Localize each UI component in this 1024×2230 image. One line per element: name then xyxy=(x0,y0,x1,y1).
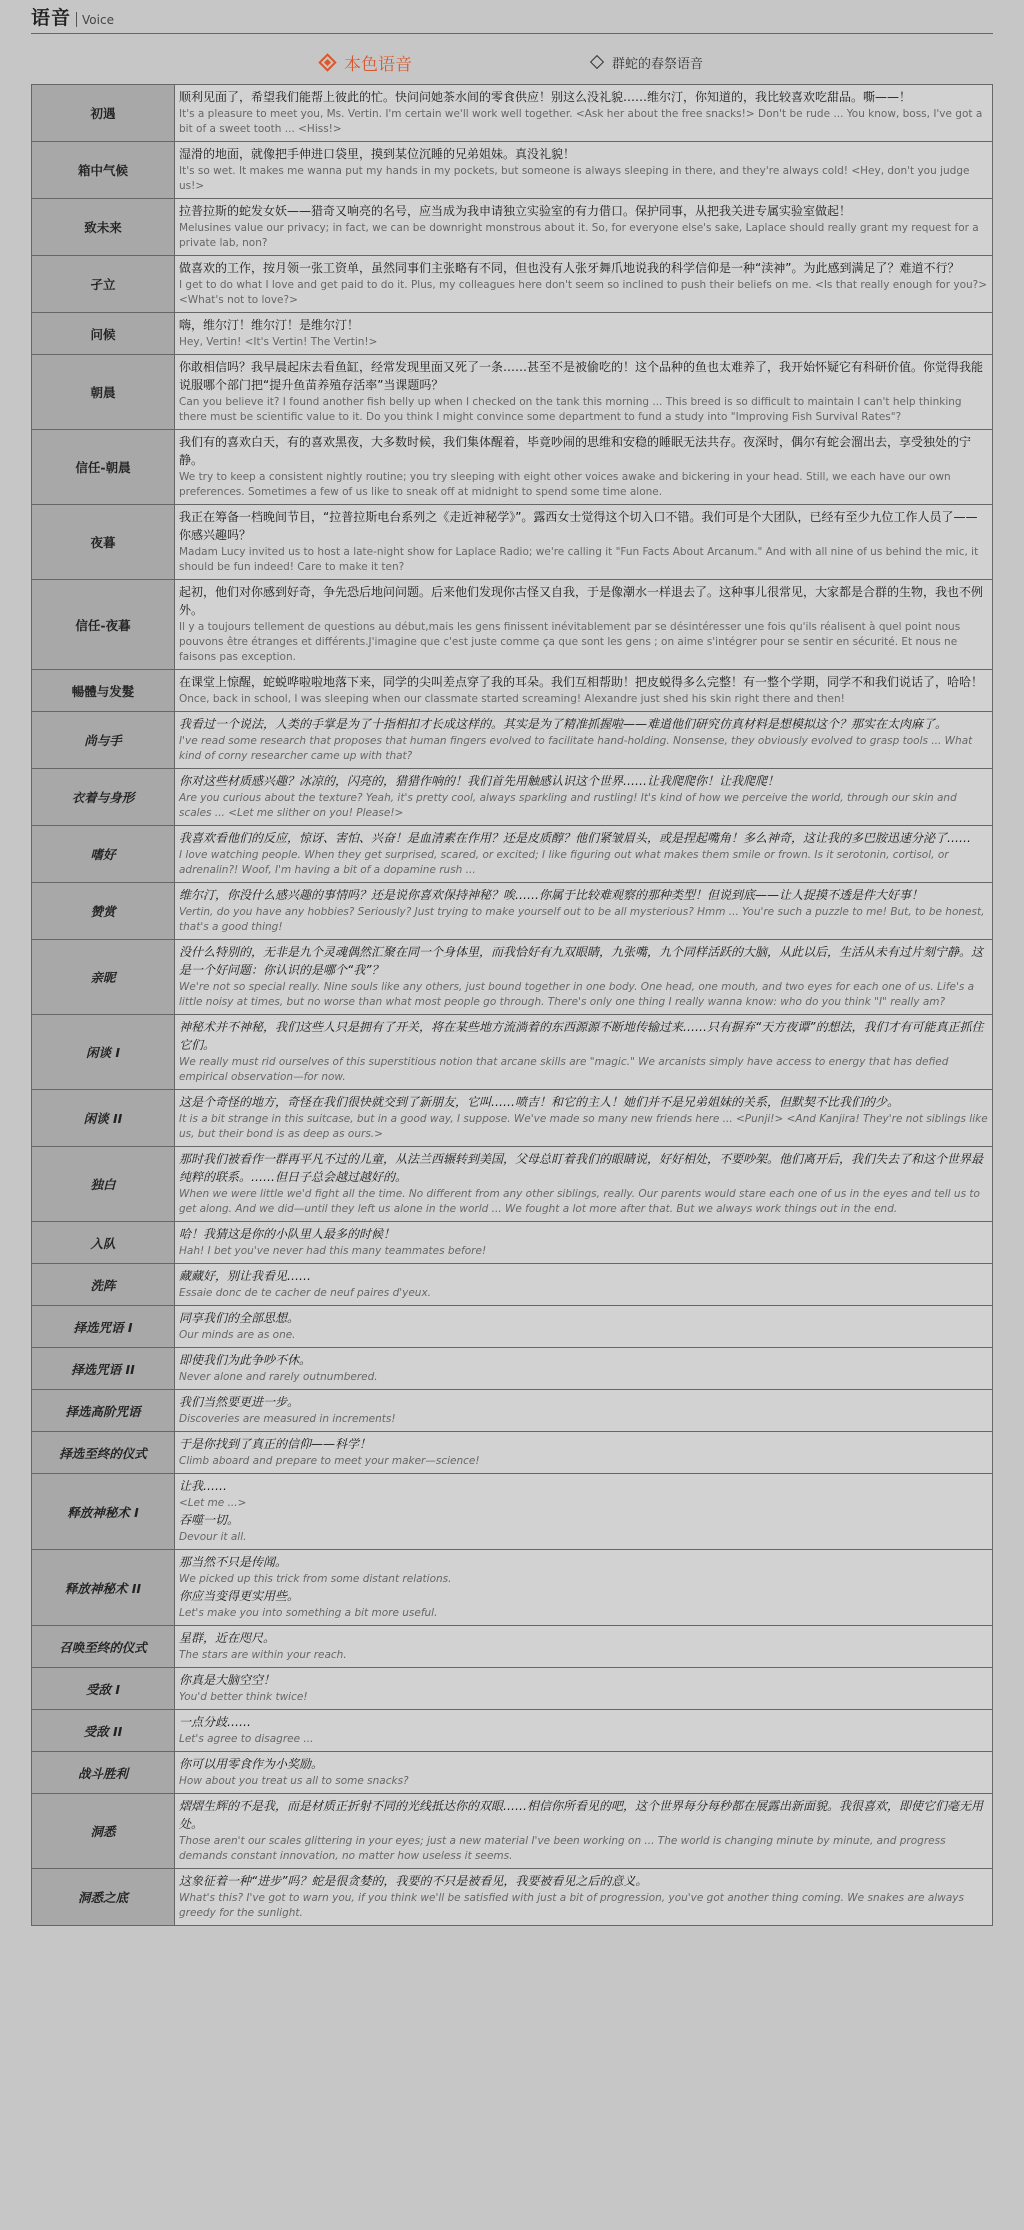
voice-line-name: 暢體与发髮 xyxy=(32,670,175,712)
voice-line-text xyxy=(175,826,993,883)
section-title-zh: 语音 xyxy=(31,7,72,29)
voice-line-zh: 在课堂上惊醒，蛇蜕哗啦啦地落下来，同学的尖叫差点穿了我的耳朵。我们互相帮助！把皮蜕得多么完整！有一整个学期，同学不和我们说话了，哈哈！ xyxy=(179,675,984,689)
voice-line-name: 夜暮 xyxy=(32,505,175,580)
voice-line-name: 初遇 xyxy=(32,85,175,142)
voice-line-name: 独白 xyxy=(32,1147,175,1222)
voice-line-row xyxy=(32,883,993,940)
voice-line-row xyxy=(32,826,993,883)
voice-line-zh: 维尔汀，你没什么感兴趣的事情吗？还是说你喜欢保持神秘？唉……你属于比较难观察的那种类型！但说到底——让人捉摸不透是件大好事！ xyxy=(179,888,924,902)
voice-line-en: Discoveries are measured in increments! xyxy=(179,1413,396,1425)
voice-line-text xyxy=(175,1710,993,1752)
voice-line-en: You'd better think twice! xyxy=(179,1691,308,1703)
voice-line-zh: 我们当然要更进一步。 xyxy=(179,1395,300,1409)
voice-line-en: Let's make you into something a bit more useful. xyxy=(179,1607,438,1619)
voice-line-text xyxy=(175,430,993,505)
voice-line-en: Let's agree to disagree ... xyxy=(179,1733,314,1745)
voice-line-zh: 星群，近在咫尺。 xyxy=(179,1631,276,1645)
voice-line-zh: 你对这些材质感兴趣？冰凉的，闪亮的，猎猎作响的！我们首先用触感认识这个世界……让我爬爬你！让我爬爬！ xyxy=(179,774,780,788)
voice-line-row xyxy=(32,1090,993,1147)
voice-line-row xyxy=(32,1869,993,1926)
voice-line-zh: 顺利见面了，希望我们能帮上彼此的忙。快问问她茶水间的零食供应！别这么没礼貌……维尔汀，你知道的，我比较喜欢吃甜品。嘶——！ xyxy=(179,90,912,104)
section-header xyxy=(31,8,993,34)
voice-line-name: 闲谈 II xyxy=(32,1090,175,1147)
voice-line-row xyxy=(32,1550,993,1626)
voice-line-zh: 我们有的喜欢白天，有的喜欢黑夜，大多数时候，我们集体醒着，毕竟吵闹的思维和安稳的睡眠无法共存。夜深时，偶尔有蛇会溜出去，享受独处的宁静。 xyxy=(179,435,972,467)
voice-line-name: 择选咒语 I xyxy=(32,1306,175,1348)
voice-line-en: The stars are within your reach. xyxy=(179,1649,347,1661)
voice-line-en: It's a pleasure to meet you, Ms. Vertin. I'm certain we'll work well together. <Ask her about the free snacks!> Don't be rude ... You know, boss, I've got a bit of a sweet tooth ... <Hiss!> xyxy=(179,108,983,135)
voice-line-row xyxy=(32,1348,993,1390)
voice-line-row xyxy=(32,85,993,142)
voice-line-row xyxy=(32,430,993,505)
voice-line-text xyxy=(175,142,993,199)
voice-line-row xyxy=(32,1794,993,1869)
voice-line-name: 嗜好 xyxy=(32,826,175,883)
voice-line-en: I love watching people. When they get surprised, scared, or excited; I like figuring out what makes them smile or frown. Is it serotonin, cortisol, or adrenalin?! Woof, I'm having a bit of a dopamine rush ... xyxy=(179,849,949,876)
voice-line-zh: 吞噬一切。 xyxy=(179,1513,240,1527)
voice-line-name: 亲昵 xyxy=(32,940,175,1015)
voice-line-text xyxy=(175,1348,993,1390)
voice-line-row xyxy=(32,1264,993,1306)
voice-line-name: 择选咒语 II xyxy=(32,1348,175,1390)
voice-line-name: 释放神秘术 II xyxy=(32,1550,175,1626)
voice-line-text xyxy=(175,256,993,313)
voice-table xyxy=(31,84,993,1926)
voice-line-zh: 这象征着一种“进步”吗？蛇是很贪婪的，我要的不只是被看见，我要被看见之后的意义。 xyxy=(179,1874,648,1888)
voice-line-name: 问候 xyxy=(32,313,175,355)
voice-line-row xyxy=(32,313,993,355)
voice-line-text xyxy=(175,580,993,670)
tab-spring-festival-voice[interactable] xyxy=(592,53,703,72)
voice-line-row xyxy=(32,355,993,430)
voice-line-row xyxy=(32,712,993,769)
voice-line-en: We're not so special really. Nine souls like any others, just bound together in one body. One head, one mouth, and two eyes for each one of us. Life's a little noisy at times, but no worse than what most people go through. There's only one thing I really wanna know: who do you think "I" really am? xyxy=(179,981,975,1008)
voice-line-text xyxy=(175,199,993,256)
voice-line-name: 洞悉 xyxy=(32,1794,175,1869)
voice-line-text xyxy=(175,1869,993,1926)
voice-line-name: 召唤至终的仪式 xyxy=(32,1626,175,1668)
voice-line-name: 入队 xyxy=(32,1222,175,1264)
voice-line-zh: 拉普拉斯的蛇发女妖——猎奇又响亮的名号，应当成为我申请独立实验室的有力借口。保护同事，从把我关进专属实验室做起！ xyxy=(179,204,852,218)
voice-line-en: Those aren't our scales glittering in your eyes; just a new material I've been working on ... The world is changing minute by minute, and progress demands constant innovation, no matter how useless it seems. xyxy=(179,1835,946,1862)
voice-line-name: 释放神秘术 I xyxy=(32,1474,175,1550)
voice-line-zh: 湿滑的地面，就像把手伸进口袋里，摸到某位沉睡的兄弟姐妹。真没礼貌！ xyxy=(179,147,576,161)
voice-line-name: 箱中气候 xyxy=(32,142,175,199)
diamond-icon xyxy=(318,53,336,71)
voice-line-row xyxy=(32,1222,993,1264)
voice-line-name: 洞悉之底 xyxy=(32,1869,175,1926)
voice-line-row xyxy=(32,1390,993,1432)
tab-label: 本色语音 xyxy=(343,54,412,75)
voice-line-name: 信任-朝晨 xyxy=(32,430,175,505)
voice-line-text xyxy=(175,1222,993,1264)
voice-line-en: How about you treat us all to some snacks? xyxy=(179,1775,409,1787)
title-divider xyxy=(76,12,77,27)
voice-line-row xyxy=(32,769,993,826)
voice-line-row xyxy=(32,256,993,313)
voice-line-text xyxy=(175,313,993,355)
voice-line-zh: 即使我们为此争吵不休。 xyxy=(179,1353,312,1367)
voice-line-name: 闲谈 I xyxy=(32,1015,175,1090)
voice-line-zh: 起初，他们对你感到好奇，争先恐后地问问题。后来他们发现你古怪又自我，于是像潮水一样退去了。这种事儿很常见，大家都是合群的生物，我也不例外。 xyxy=(179,585,984,617)
voice-tabs xyxy=(31,40,993,84)
voice-line-zh: 哈！我猜这是你的小队里人最多的时候！ xyxy=(179,1227,396,1241)
voice-line-zh: 我喜欢看他们的反应，惊讶、害怕、兴奋！是血清素在作用？还是皮质醇？他们紧皱眉头，或是捏起嘴角！多么神奇，这让我的多巴胺迅速分泌了…… xyxy=(179,831,972,845)
voice-line-text xyxy=(175,505,993,580)
voice-line-en: Our minds are as one. xyxy=(179,1329,296,1341)
voice-line-name: 战斗胜利 xyxy=(32,1752,175,1794)
voice-line-en: We try to keep a consistent nightly routine; you try sleeping with eight other voices awake and bickering in your head. Still, we each have our own preferences. Sometimes a few of us like to sneak off at midnight to spend some time alone. xyxy=(179,471,951,498)
voice-line-name: 衣着与身形 xyxy=(32,769,175,826)
voice-line-row xyxy=(32,1752,993,1794)
voice-line-en: Melusines value our privacy; in fact, we can be downright monstrous about it. So, for everyone else's sake, Laplace should really grant my request for a private lab, non? xyxy=(179,222,979,249)
voice-line-text xyxy=(175,1474,993,1550)
voice-line-row xyxy=(32,1015,993,1090)
voice-line-text xyxy=(175,712,993,769)
voice-line-row xyxy=(32,199,993,256)
voice-line-text xyxy=(175,1015,993,1090)
voice-line-en: Climb aboard and prepare to meet your maker—science! xyxy=(179,1455,480,1467)
voice-line-zh: 一点分歧…… xyxy=(179,1715,252,1729)
voice-line-row xyxy=(32,505,993,580)
voice-line-en: We really must rid ourselves of this superstitious notion that arcane skills are "magic." We arcanists simply have access to energy that has defied empirical observation—for now. xyxy=(179,1056,949,1083)
voice-line-name: 孑立 xyxy=(32,256,175,313)
voice-line-zh: 神秘术并不神秘，我们这些人只是拥有了开关，将在某些地方流淌着的东西源源不断地传输过来……只有摒弃“天方夜谭”的想法，我们才有可能真正抓住它们。 xyxy=(179,1020,984,1052)
voice-line-row xyxy=(32,1626,993,1668)
voice-line-text xyxy=(175,769,993,826)
voice-line-en: Vertin, do you have any hobbies? Seriously? Just trying to make yourself out to be all mysterious? Hmm ... You're such a puzzle to me! But, to be honest, that's a good thing! xyxy=(179,906,985,933)
voice-line-text xyxy=(175,1090,993,1147)
voice-line-en: Hey, Vertin! <It's Vertin! The Vertin!> xyxy=(179,336,378,348)
voice-line-row xyxy=(32,1147,993,1222)
voice-line-text xyxy=(175,1550,993,1626)
voice-line-en: I've read some research that proposes that human fingers evolved to facilitate hand-holding. Nonsense, they obviously evolved to grasp tools ... What kind of corny researcher came up with that? xyxy=(179,735,973,762)
voice-line-zh: 藏藏好，别让我看见…… xyxy=(179,1269,312,1283)
voice-line-row xyxy=(32,1306,993,1348)
voice-line-zh: 你可以用零食作为小奖励。 xyxy=(179,1757,324,1771)
voice-line-zh: 我正在筹备一档晚间节目，“拉普拉斯电台系列之《走近神秘学》”。露西女士觉得这个切入口不错。我们可是个大团队，已经有至少九位工作人员了——你感兴趣吗？ xyxy=(179,510,978,542)
voice-line-zh: 熠熠生辉的不是我，而是材质正折射不同的光线抵达你的双眼……相信你所看见的吧，这个世界每分每秒都在展露出新面貌。我很喜欢，即使它们毫无用处。 xyxy=(179,1799,984,1831)
voice-line-name: 信任-夜暮 xyxy=(32,580,175,670)
voice-line-text xyxy=(175,1264,993,1306)
voice-line-text xyxy=(175,1306,993,1348)
voice-line-name: 赞赏 xyxy=(32,883,175,940)
voice-line-en: It is a bit strange in this suitcase, but in a good way, I suppose. We've made so many new friends here ... <Punji!> <And Kanjira! They're not siblings like us, but their bond is as deep as ours.> xyxy=(179,1113,988,1140)
voice-line-row xyxy=(32,1474,993,1550)
voice-line-text xyxy=(175,1752,993,1794)
voice-line-row xyxy=(32,940,993,1015)
section-title-en: Voice xyxy=(82,13,114,27)
voice-line-row xyxy=(32,580,993,670)
voice-line-en: I get to do what I love and get paid to do it. Plus, my colleagues here don't seem so inclined to push their beliefs on me. <Is that really enough for you?> <What's not to love?> xyxy=(179,279,988,306)
voice-line-text xyxy=(175,85,993,142)
voice-line-zh: 于是你找到了真正的信仰——科学！ xyxy=(179,1437,372,1451)
voice-line-row xyxy=(32,1710,993,1752)
voice-line-zh: 同享我们的全部思想。 xyxy=(179,1311,300,1325)
voice-line-zh: 你真是大脑空空！ xyxy=(179,1673,276,1687)
voice-line-en: Essaie donc de te cacher de neuf paires d'yeux. xyxy=(179,1287,432,1299)
voice-line-row xyxy=(32,142,993,199)
voice-line-zh: 你应当变得更实用些。 xyxy=(179,1589,300,1603)
voice-line-zh: 我看过一个说法，人类的手掌是为了十指相扣才长成这样的。其实是为了精准抓握啦——难道他们研究仿真材料是想模拟这个？那实在太肉麻了。 xyxy=(179,717,948,731)
voice-line-name: 择选至终的仪式 xyxy=(32,1432,175,1474)
voice-line-en: We picked up this trick from some distant relations. xyxy=(179,1573,452,1585)
diamond-icon xyxy=(590,55,604,69)
voice-line-text xyxy=(175,1794,993,1869)
voice-line-en: Hah! I bet you've never had this many teammates before! xyxy=(179,1245,487,1257)
voice-line-name: 洗阵 xyxy=(32,1264,175,1306)
voice-line-text xyxy=(175,1147,993,1222)
voice-line-row xyxy=(32,1432,993,1474)
voice-line-en: Madam Lucy invited us to host a late-night show for Laplace Radio; we're calling it "Fun Facts About Arcanum." And with all nine of us behind the mic, it should be fun indeed! Care to make it ten? xyxy=(179,546,979,573)
voice-line-text xyxy=(175,1626,993,1668)
voice-line-zh: 那时我们被看作一群再平凡不过的儿童，从法兰西辗转到美国，父母总盯着我们的眼睛说，好好相处，不要吵架。他们离开后，我们失去了和这个世界最纯粹的联系。……但日子总会越过越好的。 xyxy=(179,1152,984,1184)
voice-line-zh: 让我…… xyxy=(179,1479,228,1493)
voice-line-zh: 你敢相信吗？我早晨起床去看鱼缸，经常发现里面又死了一条……甚至不是被偷吃的！这个品种的鱼也太难养了，我开始怀疑它有科研价值。你觉得我能说服哪个部门把“提升鱼苗养殖存活率”当课题吗？ xyxy=(179,360,984,392)
voice-line-text xyxy=(175,940,993,1015)
voice-line-text xyxy=(175,1390,993,1432)
voice-line-en: What's this? I've got to warn you, if you think we'll be satisfied with just a bit of progression, you've got another thing coming. We snakes are always greedy for the sunlight. xyxy=(179,1892,964,1919)
voice-line-en: Never alone and rarely outnumbered. xyxy=(179,1371,378,1383)
voice-line-text xyxy=(175,883,993,940)
voice-line-en: Il y a toujours tellement de questions au début,mais les gens finissent inévitablement par se désintéresser une fois qu'ils réalisent à quel point nous pouvons être étranges et différents.J'imagine que c'est juste comme ça que sont les gens ; on aime s'intégrer pour se sentir en sécurité. Et nous ne faisons pas exception. xyxy=(179,621,961,663)
voice-line-zh: 嗨，维尔汀！维尔汀！是维尔汀！ xyxy=(179,318,360,332)
voice-line-en: Once, back in school, I was sleeping when our classmate started screaming! Alexandre just shed his skin right there and then! xyxy=(179,693,845,705)
voice-line-name: 受敌 II xyxy=(32,1710,175,1752)
voice-line-en: When we were little we'd fight all the time. No different from any other siblings, really. Our parents would stare each one of us in the eyes and tell us to get along. And we did—until they left us alone in the world ... We fought a lot more after that. But we always work things out in the end. xyxy=(179,1188,980,1215)
voice-line-name: 受敌 I xyxy=(32,1668,175,1710)
voice-line-zh: 没什么特别的，无非是九个灵魂偶然汇聚在同一个身体里，而我恰好有九双眼睛，九张嘴，九个同样活跃的大脑，从此以后，生活从未有过片刻宁静。这是一个好问题：你认识的是哪个“我”？ xyxy=(179,945,984,977)
voice-line-text xyxy=(175,1668,993,1710)
voice-line-zh: 做喜欢的工作，按月领一张工资单，虽然同事们主张略有不同，但也没有人张牙舞爪地说我的科学信仰是一种“渎神”。为此感到满足了？难道不行？ xyxy=(179,261,960,275)
tab-label: 群蛇的春祭语音 xyxy=(611,56,703,72)
voice-line-en: <Let me ...> xyxy=(179,1497,247,1509)
voice-line-name: 择选高阶咒语 xyxy=(32,1390,175,1432)
voice-line-text xyxy=(175,670,993,712)
voice-line-row xyxy=(32,670,993,712)
voice-line-en: It's so wet. It makes me wanna put my hands in my pockets, but someone is always sleeping in there, and they're always cold! <Hey, don't you judge us!> xyxy=(179,165,970,192)
voice-line-en: Can you believe it? I found another fish belly up when I checked on the tank this morning ... This breed is so difficult to maintain I can't help thinking there must be scientific value to it. Do you think I might convince some department to fund a study into "Improving Fish Survival Rates"? xyxy=(179,396,962,423)
tab-default-voice[interactable] xyxy=(321,50,412,75)
voice-line-name: 朝晨 xyxy=(32,355,175,430)
voice-line-text xyxy=(175,355,993,430)
voice-line-zh: 那当然不只是传闻。 xyxy=(179,1555,288,1569)
voice-line-en: Are you curious about the texture? Yeah, it's pretty cool, always sparkling and rustling! It's kind of how we perceive the world, through our skin and scales ... <Let me slither on you! Please!> xyxy=(179,792,957,819)
voice-line-en: Devour it all. xyxy=(179,1531,247,1543)
voice-line-name: 尚与手 xyxy=(32,712,175,769)
voice-line-zh: 这是个奇怪的地方，奇怪在我们很快就交到了新朋友，它叫……喷吉！和它的主人！她们并不是兄弟姐妹的关系，但默契不比我们的少。 xyxy=(179,1095,900,1109)
voice-line-text xyxy=(175,1432,993,1474)
voice-line-row xyxy=(32,1668,993,1710)
voice-line-name: 致未来 xyxy=(32,199,175,256)
